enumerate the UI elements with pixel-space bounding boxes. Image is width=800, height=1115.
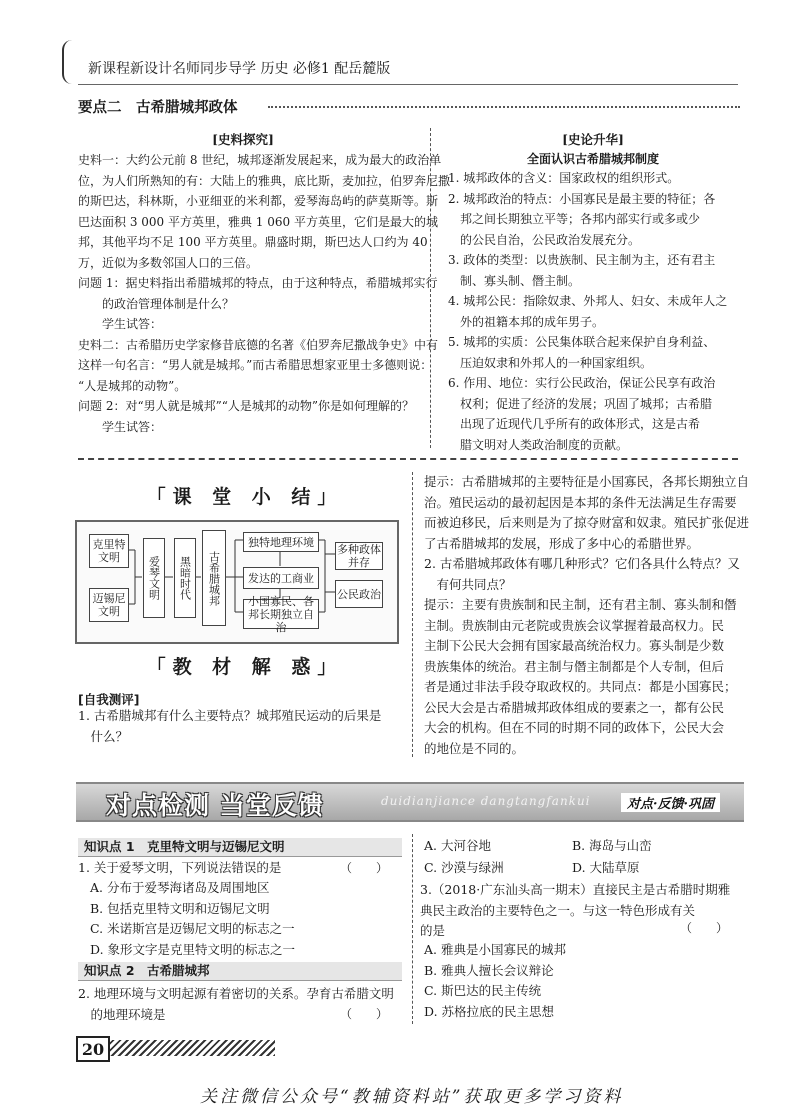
answer-line: 提示：古希腊城邦的主要特征是小国寡民，各邦长期独立自 <box>424 474 750 489</box>
quiz-option[interactable]: D. 象形文字是克里特文明的标志之一 <box>90 941 296 957</box>
quiz-q3-answer-blank[interactable]: （ ） <box>680 921 729 935</box>
header-bracket <box>62 40 76 84</box>
left-line: 史料一：大约公元前 8 世纪，城邦逐渐发展起来，成为最大的政治单 <box>78 153 442 167</box>
banner-title: 对点检测 当堂反馈 <box>106 791 324 820</box>
right-line: 3. 政体的类型：以贵族制、民主制为主，还有君主 <box>448 253 716 267</box>
box-crete: 克里特文明 <box>89 534 129 568</box>
right-line: 权利；促进了经济的发展；巩固了城邦；古希腊 <box>448 396 713 411</box>
self-test-question-1 <box>78 706 381 747</box>
quiz-q3-stem-line: 3.（2018·广东汕头高一期末）直接民主是古希腊时期雅 <box>420 882 731 897</box>
feedback-banner <box>76 782 744 822</box>
right-line: 6. 作用、地位：实行公民政治，保证公民享有政治 <box>448 376 716 390</box>
textbook-title: 「教 材 解 惑」 <box>146 656 344 678</box>
banner-subtitle: duidianjiance dangtangfankui <box>381 794 591 808</box>
left-line: “人是城邦的动物”。 <box>78 378 187 393</box>
right-line: 2. 城邦政治的特点：小国寡民是最主要的特征；各 <box>448 191 716 206</box>
quiz-option[interactable]: B. 雅典人擅长会议辩论 <box>424 962 554 978</box>
column-divider <box>430 128 431 448</box>
box-geography: 独特地理环境 <box>243 532 319 552</box>
column-divider-2 <box>412 472 413 757</box>
answer-line: 贵族集体的统治。君主制与僭主制都是个人专制，但后 <box>424 658 725 674</box>
header-rule <box>78 84 738 85</box>
student-answer-label: 学生试答： <box>78 419 163 434</box>
quiz-q2-option-a[interactable]: A. 大河谷地 <box>424 838 491 853</box>
footer-pattern <box>105 1040 275 1056</box>
summary-diagram <box>75 520 399 644</box>
left-line: 位，为人们所熟知的有：大陆上的雅典，底比斯，麦加拉，伯罗奔尼撒 <box>78 173 451 188</box>
question-line: 什么？ <box>78 728 129 744</box>
quiz-q3-stem-line: 的是 <box>420 923 446 938</box>
quiz-q3-stem-line: 典民主政治的主要特色之一。与这一特色形成有关 <box>420 902 696 918</box>
quiz-q2-answer-blank[interactable]: （ ） <box>340 1007 389 1021</box>
answer-line: 了古希腊城邦的发展，形成了多中心的希腊世界。 <box>424 535 700 551</box>
answer-column <box>424 472 750 759</box>
quiz-q1-stem: 1. 关于爱琴文明，下列说法错误的是 <box>78 860 282 875</box>
left-question: 的政治管理体制是什么？ <box>78 296 235 311</box>
right-column-text <box>448 168 743 455</box>
self-test-label: [自我测评] <box>78 692 140 707</box>
right-line: 1. 城邦政体的含义：国家政权的组织形式。 <box>448 171 680 185</box>
box-mycenae: 迈锡尼文明 <box>89 588 129 622</box>
right-line: 制、寡头制、僭主制。 <box>448 273 581 288</box>
answer-question: 2. 古希腊城邦政体有哪几种形式？它们各具什么特点？又 <box>424 556 740 571</box>
book-title: 新课程新设计名师同步导学 历史 必修1 配岳麓版 <box>88 61 391 77</box>
answer-line: 主制下公民大会拥有国家最高统治权力。寡头制是少数 <box>424 638 725 653</box>
right-heading: [史论升华] <box>562 132 624 147</box>
right-line: 压迫奴隶和外邦人的一种国家组织。 <box>448 355 653 370</box>
column-divider-3 <box>412 834 413 1024</box>
section-title: 要点二 古希腊城邦政体 <box>78 100 238 116</box>
quiz-option[interactable]: C. 米诺斯宫是迈锡尼文明的标志之一 <box>90 921 295 936</box>
box-political-forms: 多种政体并存 <box>337 543 381 569</box>
answer-line: 者是通过非法手段夺取政权的。共同点：都是小国寡民； <box>424 679 737 694</box>
left-question: 问题 2：对“男人就是城邦”“人是城邦的动物”你是如何理解的？ <box>78 399 414 413</box>
left-column-text <box>78 150 451 437</box>
quiz-option[interactable]: D. 苏格拉底的民主思想 <box>424 1003 555 1019</box>
question-line: 1. 古希腊城邦有什么主要特点？城邦殖民运动的后果是 <box>78 708 382 723</box>
box-dark-age: 黑暗时代 <box>174 538 196 618</box>
left-line: 巴达面积 3 000 平方英里，雅典 1 060 平方英里，它们是最大的城 <box>78 214 438 229</box>
answer-line: 提示：主要有贵族制和民主制，还有君主制、寡头制和僭 <box>424 597 737 612</box>
box-small-states: 小国寡民、各邦长期独立自治 <box>243 599 319 629</box>
quiz-q2-stem-line: 的地理环境是 <box>78 1006 166 1022</box>
knowledge-point-2: 知识点 2 古希腊城邦 <box>78 962 402 981</box>
answer-line: 而被迫移民，后来则是为了掠夺财富和奴隶。殖民扩张促进 <box>424 515 750 530</box>
section-title-dots <box>268 106 740 108</box>
answer-line: 治。殖民运动的最初起因是本邦的条件无法满足生存需要 <box>424 494 737 510</box>
knowledge-point-1: 知识点 1 克里特文明与迈锡尼文明 <box>78 838 402 857</box>
answer-line: 公民大会是古希腊城邦政体组成的要素之一，都有公民 <box>424 699 725 715</box>
right-line: 4. 城邦公民：指除奴隶、外邦人、妇女、未成年人之 <box>448 294 728 308</box>
right-line: 外的祖籍本邦的成年男子。 <box>448 314 605 329</box>
right-line: 邦之间长期独立平等；各邦内部实行或多或少 <box>448 212 701 226</box>
quiz-option[interactable]: A. 雅典是小国寡民的城邦 <box>424 942 566 957</box>
left-line: 万，近似为多数邻国人口的三倍。 <box>78 255 259 270</box>
box-commerce: 发达的工商业 <box>243 567 319 589</box>
summary-title: 「课 堂 小 结」 <box>146 486 344 508</box>
box-greek-city-states: 古希腊城邦 <box>202 530 226 626</box>
footer-promo: 关注微信公众号“教辅资料站”获取更多学习资料 <box>200 1087 624 1107</box>
left-line: 邦，其他平均不足 100 平方英里。鼎盛时期，斯巴达人口约为 40 <box>78 235 428 249</box>
banner-right-label: 对点·反馈·巩固 <box>621 793 720 812</box>
box-citizen-politics: 公民政治 <box>335 580 383 608</box>
quiz-option[interactable]: A. 分布于爱琴海诸岛及周围地区 <box>90 880 270 895</box>
quiz-q2-option-b[interactable]: B. 海岛与山峦 <box>572 838 652 853</box>
left-line: 史料二：古希腊历史学家修昔底德的名著《伯罗奔尼撒战争史》中有 <box>78 337 439 352</box>
answer-line: 主制。贵族制由元老院或贵族会议掌握着最高权力。民 <box>424 617 725 633</box>
answer-line: 的地位是不同的。 <box>424 740 525 756</box>
right-line: 的公民自治，公民政治发展充分。 <box>448 232 641 247</box>
left-question: 问题 1：据史料指出希腊城邦的特点，由于这种特点，希腊城邦实行 <box>78 276 438 290</box>
box-aegean: 爱琴文明 <box>143 538 165 618</box>
left-heading: [史料探究] <box>212 132 274 147</box>
right-line: 腊文明对人类政治制度的贡献。 <box>448 437 629 452</box>
left-line: 的斯巴达，科林斯，小亚细亚的米利都，爱琴海岛屿的萨莫斯等。斯 <box>78 194 439 208</box>
quiz-q1-options <box>90 878 295 960</box>
quiz-q3-options <box>424 940 566 1022</box>
student-answer-label: 学生试答： <box>78 317 163 331</box>
quiz-q1-answer-blank[interactable]: （ ） <box>340 861 389 875</box>
quiz-q2-stem-line: 2. 地理环境与文明起源有着密切的关系。孕育古希腊文明 <box>78 986 394 1001</box>
page-number: 20 <box>76 1036 110 1062</box>
right-line: 5. 城邦的实质：公民集体联合起来保护自身利益、 <box>448 335 716 349</box>
quiz-option[interactable]: B. 包括克里特文明和迈锡尼文明 <box>90 900 270 916</box>
right-subheading: 全面认识古希腊城邦制度 <box>526 152 659 166</box>
section-separator <box>78 458 738 460</box>
quiz-option[interactable]: C. 斯巴达的民主传统 <box>424 983 542 998</box>
left-line: 这样一句名言：“男人就是城邦。”而古希腊思想家亚里士多德则说： <box>78 358 433 372</box>
answer-line: 大会的机构。但在不同的时期不同的政体下，公民大会 <box>424 720 725 735</box>
quiz-q2-option-d[interactable]: D. 大陆草原 <box>572 860 640 875</box>
answer-question: 有何共同点？ <box>424 576 512 592</box>
quiz-q2-option-c[interactable]: C. 沙漠与绿洲 <box>424 860 504 875</box>
right-line: 出现了近现代几乎所有的政体形式，这是古希 <box>448 417 701 431</box>
